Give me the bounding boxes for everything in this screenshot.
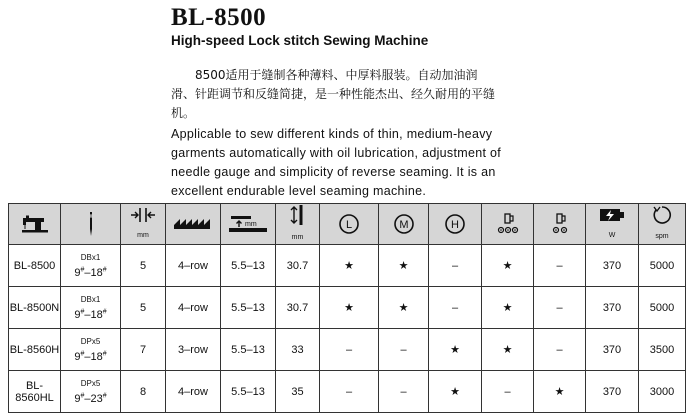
cell-gauge: 5 [121, 287, 166, 329]
header-light-material [320, 204, 379, 245]
sewing-machine-icon [20, 213, 50, 235]
header-stitch-length [221, 204, 276, 245]
svg-text:H: H [451, 219, 459, 231]
spec-table [8, 203, 686, 413]
svg-text:M: M [398, 219, 409, 231]
cell-speed: 5000 [639, 245, 686, 287]
cell-medium: – [379, 371, 429, 413]
header-model [9, 204, 61, 245]
cell-stitch-length: 5.5–13 [221, 329, 276, 371]
cell-heavy: ★ [429, 371, 482, 413]
needle-system: DBx1 [80, 295, 101, 305]
cell-power: 370 [586, 371, 639, 413]
cell-lift: 30.7 [276, 287, 320, 329]
cell-feed: 4–row [166, 287, 221, 329]
cell-model: BL-8500N [9, 287, 61, 329]
speed-unit: spm [655, 233, 669, 240]
cell-feed: 4–row [166, 245, 221, 287]
cell-needle [61, 245, 121, 287]
light-material-icon [338, 213, 360, 235]
cell-light: – [320, 371, 379, 413]
cell-gauge: 8 [121, 371, 166, 413]
needle-size: 9#–23# [74, 392, 107, 405]
thread-trimmer-icon [547, 212, 573, 236]
cell-option-1: – [482, 371, 534, 413]
needle-system: DPx5 [80, 337, 101, 347]
header-power [586, 204, 639, 245]
header-feed [166, 204, 221, 245]
cell-option-1: ★ [482, 245, 534, 287]
cell-lift: 35 [276, 371, 320, 413]
cell-light: ★ [320, 287, 379, 329]
cell-model: BL-8560HL [9, 371, 61, 413]
header-needle [61, 204, 121, 245]
cell-power: 370 [586, 287, 639, 329]
description-english: Applicable to sew different kinds of thin, medium-heavy garments automatically with oil lubrication, adjustment of needle gauge and simplicity of reverse seaming. It is an excellent endurable level seaming machine. [171, 127, 502, 198]
needle-system: DBx1 [80, 253, 101, 263]
svg-text:L: L [345, 219, 353, 231]
stitch-length-icon [227, 214, 269, 234]
needle-icon [86, 211, 96, 237]
motor-power-icon [598, 206, 626, 224]
cell-heavy: – [429, 245, 482, 287]
gauge-unit: mm [137, 232, 149, 239]
medium-material-icon [393, 213, 415, 235]
cell-power: 370 [586, 329, 639, 371]
cell-gauge: 5 [121, 245, 166, 287]
cell-gauge: 7 [121, 329, 166, 371]
needle-size: 9#–18# [74, 308, 107, 321]
cell-speed: 5000 [639, 287, 686, 329]
stitch-gauge-icon [128, 207, 158, 223]
needle-size: 9#–18# [74, 350, 107, 363]
cell-lift: 30.7 [276, 245, 320, 287]
header-needle-gauge [121, 204, 166, 245]
cell-medium: – [379, 329, 429, 371]
table-row [9, 287, 686, 329]
header-option-1 [482, 204, 534, 245]
cell-needle [61, 329, 121, 371]
power-unit: W [608, 232, 616, 240]
model-title: BL-8500 [171, 4, 267, 31]
cell-needle [61, 371, 121, 413]
table-header-row [9, 204, 686, 245]
header-option-2 [534, 204, 586, 245]
table-row [9, 371, 686, 413]
cell-option-2: ★ [534, 371, 586, 413]
cell-heavy: – [429, 287, 482, 329]
speed-icon [651, 205, 673, 225]
cell-model: BL-8500 [9, 245, 61, 287]
svg-text:mm: mm [245, 221, 257, 228]
bobbin-winder-icon [495, 212, 521, 236]
cell-needle [61, 287, 121, 329]
cell-stitch-length: 5.5–13 [221, 371, 276, 413]
lift-unit: mm [291, 234, 304, 241]
header-speed [639, 204, 686, 245]
cell-heavy: ★ [429, 329, 482, 371]
cell-option-2: – [534, 329, 586, 371]
cell-feed: 3–row [166, 329, 221, 371]
cell-speed: 3500 [639, 329, 686, 371]
cell-model: BL-8560H [9, 329, 61, 371]
cell-option-1: ★ [482, 287, 534, 329]
cell-speed: 3000 [639, 371, 686, 413]
feed-dog-icon [172, 217, 214, 231]
table-row [9, 329, 686, 371]
cell-feed: 4–row [166, 371, 221, 413]
table-row [9, 245, 686, 287]
header-presser-lift [276, 204, 320, 245]
cell-light: – [320, 329, 379, 371]
header-heavy-material [429, 204, 482, 245]
header-medium-material [379, 204, 429, 245]
cell-stitch-length: 5.5–13 [221, 287, 276, 329]
presser-foot-lift-icon [288, 204, 308, 226]
description-chinese: 8500适用于缝制各种薄料、中厚料服装。自动加油润滑、针距调节和反缝简捷，是一种性能杰出、经久耐用的平缝机。 [171, 68, 496, 120]
heavy-material-icon [444, 213, 466, 235]
cell-power: 370 [586, 245, 639, 287]
cell-light: ★ [320, 245, 379, 287]
cell-medium: ★ [379, 245, 429, 287]
product-subtitle: High-speed Lock stitch Sewing Machine [171, 33, 429, 48]
cell-lift: 33 [276, 329, 320, 371]
needle-size: 9#–18# [74, 266, 107, 279]
cell-option-2: – [534, 287, 586, 329]
cell-stitch-length: 5.5–13 [221, 245, 276, 287]
cell-option-2: – [534, 245, 586, 287]
cell-option-1: ★ [482, 329, 534, 371]
needle-system: DPx5 [80, 379, 101, 389]
cell-medium: ★ [379, 287, 429, 329]
